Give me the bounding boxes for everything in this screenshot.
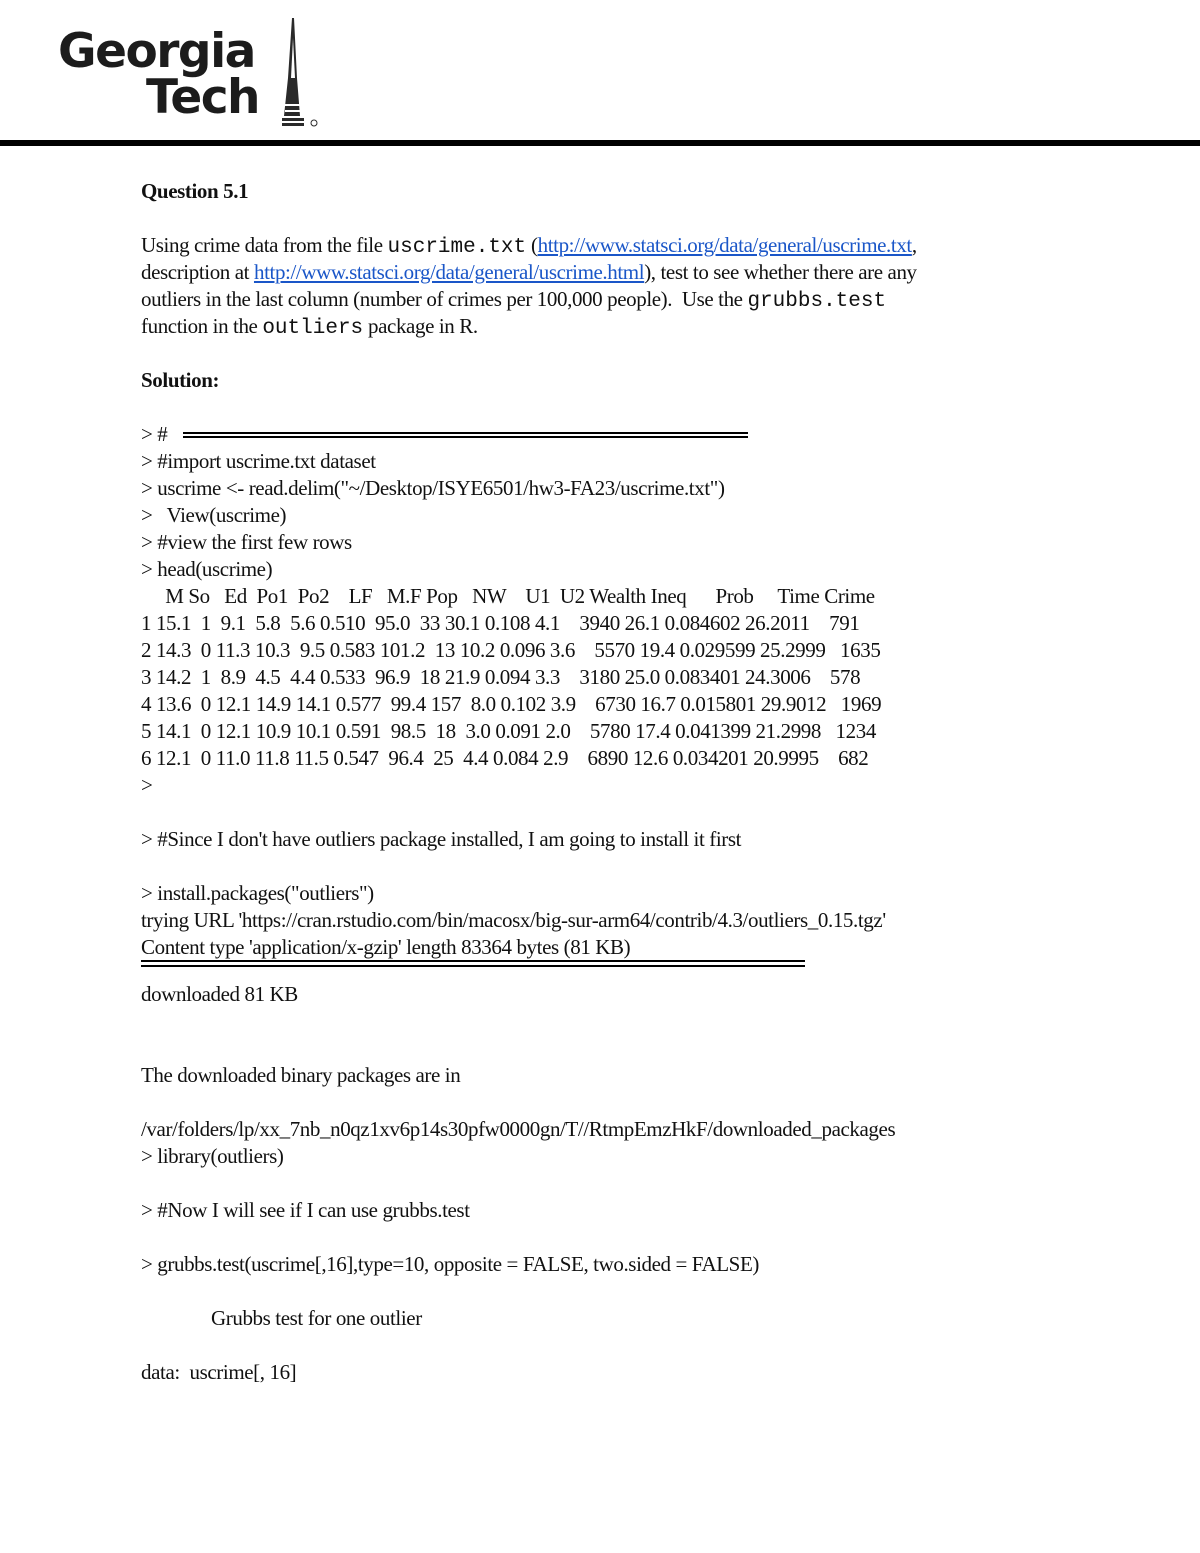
binary-packages-line: The downloaded binary packages are in — [141, 1063, 461, 1087]
code-line: > #view the first few rows — [141, 530, 352, 554]
code-grubbs-test: grubbs.test — [747, 290, 887, 313]
question-line-3: outliers in the last column (number of crimes per 100,000 people). Use the grubbs.test — [141, 287, 887, 313]
solution-title: Solution: — [141, 368, 220, 392]
data-line: data: uscrime[, 16] — [141, 1360, 297, 1384]
trying-url-line: trying URL 'https://cran.rstudio.com/bin/macosx/big-sur-arm64/contrib/4.3/outliers_0.15.tgz' — [141, 908, 886, 932]
question-line-1: Using crime data from the file uscrime.txt (http://www.statsci.org/data/general/uscrime.txt, — [141, 233, 917, 259]
grubbs-test-title: Grubbs test for one outlier — [211, 1306, 422, 1330]
table-header: M So Ed Po1 Po2 LF M.F Pop NW U1 U2 Wealth Ineq Prob Time Crime — [141, 584, 875, 608]
tech-tower-icon — [280, 18, 322, 128]
page-header — [0, 0, 1200, 150]
question-title: Question 5.1 — [141, 179, 249, 203]
download-progress-rule — [141, 960, 805, 967]
binary-path-line: /var/folders/lp/xx_7nb_n0qz1xv6p14s30pfw0000gn/T//RtmpEmzHkF/downloaded_packages — [141, 1117, 896, 1141]
document-body — [141, 178, 1141, 1386]
content-type-line: Content type 'application/x-gzip' length 83364 bytes (81 KB) — [141, 935, 631, 959]
table-row: 5 14.1 0 12.1 10.9 10.1 0.591 98.5 18 3.0 0.091 2.0 5780 17.4 0.041399 21.2998 1234 — [141, 719, 876, 743]
uscrime-data-link[interactable]: http://www.statsci.org/data/general/uscrime.txt — [537, 233, 912, 257]
code-uscrime: uscrime.txt — [387, 236, 527, 259]
code-line: > uscrime <- read.delim("~/Desktop/ISYE6501/hw3-FA23/uscrime.txt") — [141, 476, 725, 500]
header-rule — [0, 140, 1200, 146]
now-comment: > #Now I will see if I can use grubbs.test — [141, 1198, 470, 1222]
question-line-2: description at http://www.statsci.org/data/general/uscrime.html), test to see whether there are any — [141, 260, 917, 284]
table-row: 2 14.3 0 11.3 10.3 9.5 0.583 101.2 13 10.2 0.096 3.6 5570 19.4 0.029599 25.2999 1635 — [141, 638, 881, 662]
table-row: 4 13.6 0 12.1 14.9 14.1 0.577 99.4 157 8.0 0.102 3.9 6730 16.7 0.015801 29.9012 1969 — [141, 692, 882, 716]
empty-prompt: > — [141, 773, 153, 797]
uscrime-description-link[interactable]: http://www.statsci.org/data/general/uscrime.html — [253, 260, 645, 284]
comment-divider — [183, 432, 748, 438]
table-row: 1 15.1 1 9.1 5.8 5.6 0.510 95.0 33 30.1 0.108 4.1 3940 26.1 0.084602 26.2011 791 — [141, 611, 860, 635]
question-line-4: function in the outliers package in R. — [141, 314, 478, 340]
install-command: > install.packages("outliers") — [141, 881, 374, 905]
logo-word-tech: Tech — [146, 70, 260, 125]
code-line: > #import uscrime.txt dataset — [141, 449, 376, 473]
library-command: > library(outliers) — [141, 1144, 284, 1168]
grubbs-command: > grubbs.test(uscrime[,16],type=10, opposite = FALSE, two.sided = FALSE) — [141, 1252, 759, 1276]
code-line: > View(uscrime) — [141, 503, 287, 527]
comment-divider-line: > # — [141, 421, 1141, 448]
code-outliers: outliers — [262, 317, 364, 340]
table-row: 3 14.2 1 8.9 4.5 4.4 0.533 96.9 18 21.9 0.094 3.3 3180 25.0 0.083401 24.3006 578 — [141, 665, 861, 689]
table-row: 6 12.1 0 11.0 11.8 11.5 0.547 96.4 25 4.4 0.084 2.9 6890 12.6 0.034201 20.9995 682 — [141, 746, 869, 770]
code-line: > head(uscrime) — [141, 557, 273, 581]
install-comment: > #Since I don't have outliers package installed, I am going to install it first — [141, 827, 742, 851]
georgia-tech-logo — [58, 18, 328, 130]
logo-word-georgia: Georgia — [58, 24, 255, 79]
downloaded-line: downloaded 81 KB — [141, 982, 298, 1006]
